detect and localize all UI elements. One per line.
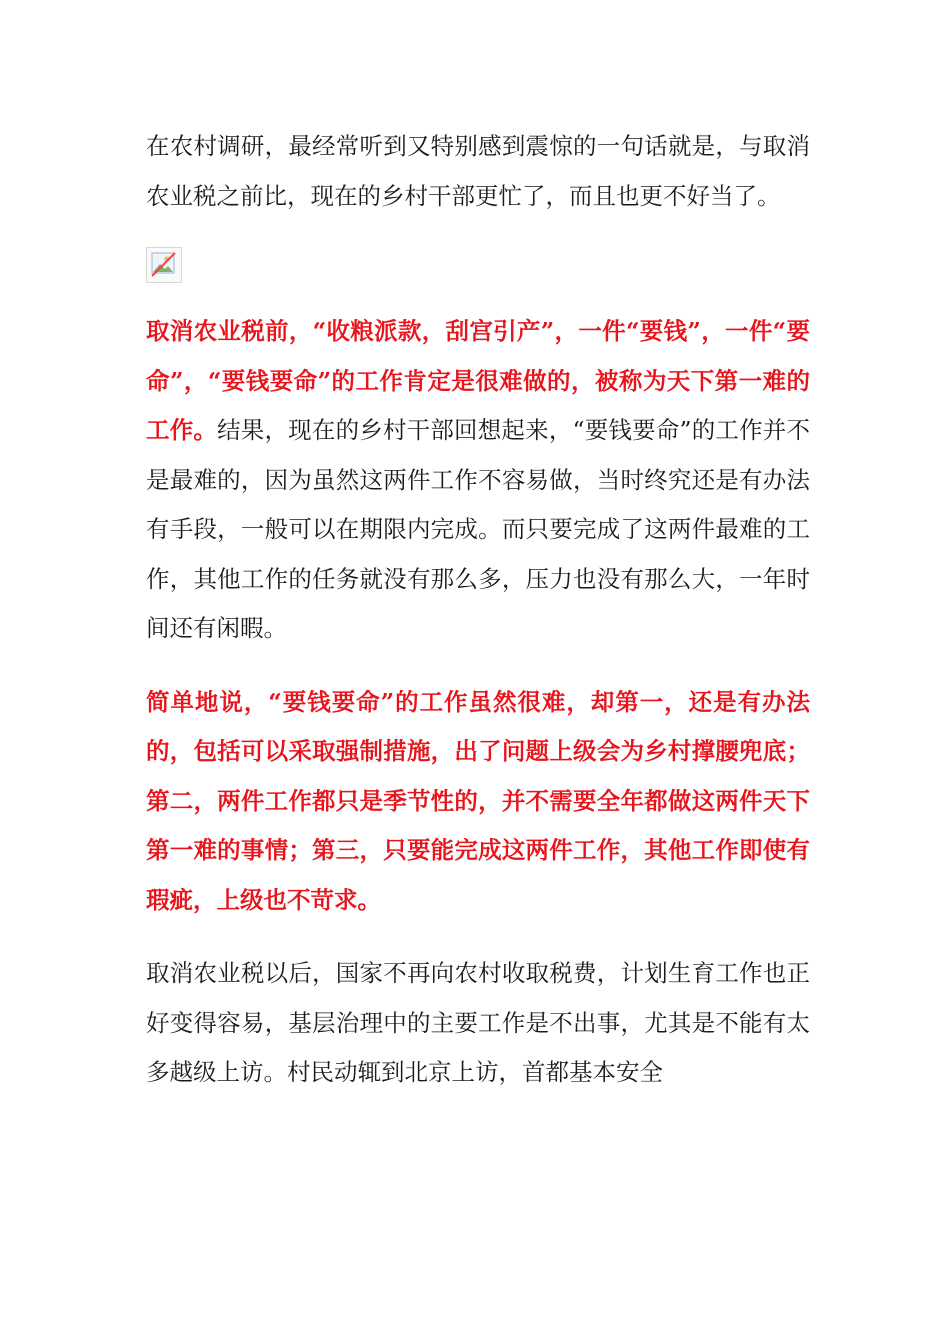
highlight-text: 取消农业税前，“收粮派款，刮宫引产”，一件“要钱”，一件“要命”，“要钱要命”的工作肯定是很难做的，被称为天下第一难的工作。 [146,317,810,444]
paragraph-before-tax-abolition [146,307,810,654]
broken-image-icon [146,247,182,283]
broken-image-graphic [151,252,177,278]
paragraph-summary-highlight: 简单地说，“要钱要命”的工作虽然很难，却第一，还是有办法的，包括可以采取强制措施，出了问题上级会为乡村撑腰兜底；第二，两件工作都只是季节性的，并不需要全年都做这两件天下第一难的事情；第三，只要能完成这两件工作，其他工作即使有瑕疵，上级也不苛求。 [146,687,810,914]
body-text: 结果，现在的乡村干部回想起来，“要钱要命”的工作并不是最难的，因为虽然这两件工作不容易做，当时终究还是有办法有手段，一般可以在期限内完成。而只要完成了这两件最难的工作，其他工作的任务就没有那么多，压力也没有那么大，一年时间还有闲暇。 [146,416,811,642]
document-page [146,122,810,1098]
paragraph-intro: 在农村调研，最经常听到又特别感到震惊的一句话就是，与取消农业税之前比，现在的乡村干部更忙了，而且也更不好当了。 [146,132,810,210]
paragraph-after-tax-abolition: 取消农业税以后，国家不再向农村收取税费，计划生育工作也正好变得容易，基层治理中的主要工作是不出事，尤其是不能有太多越级上访。村民动辄到北京上访，首都基本安全 [146,959,810,1086]
